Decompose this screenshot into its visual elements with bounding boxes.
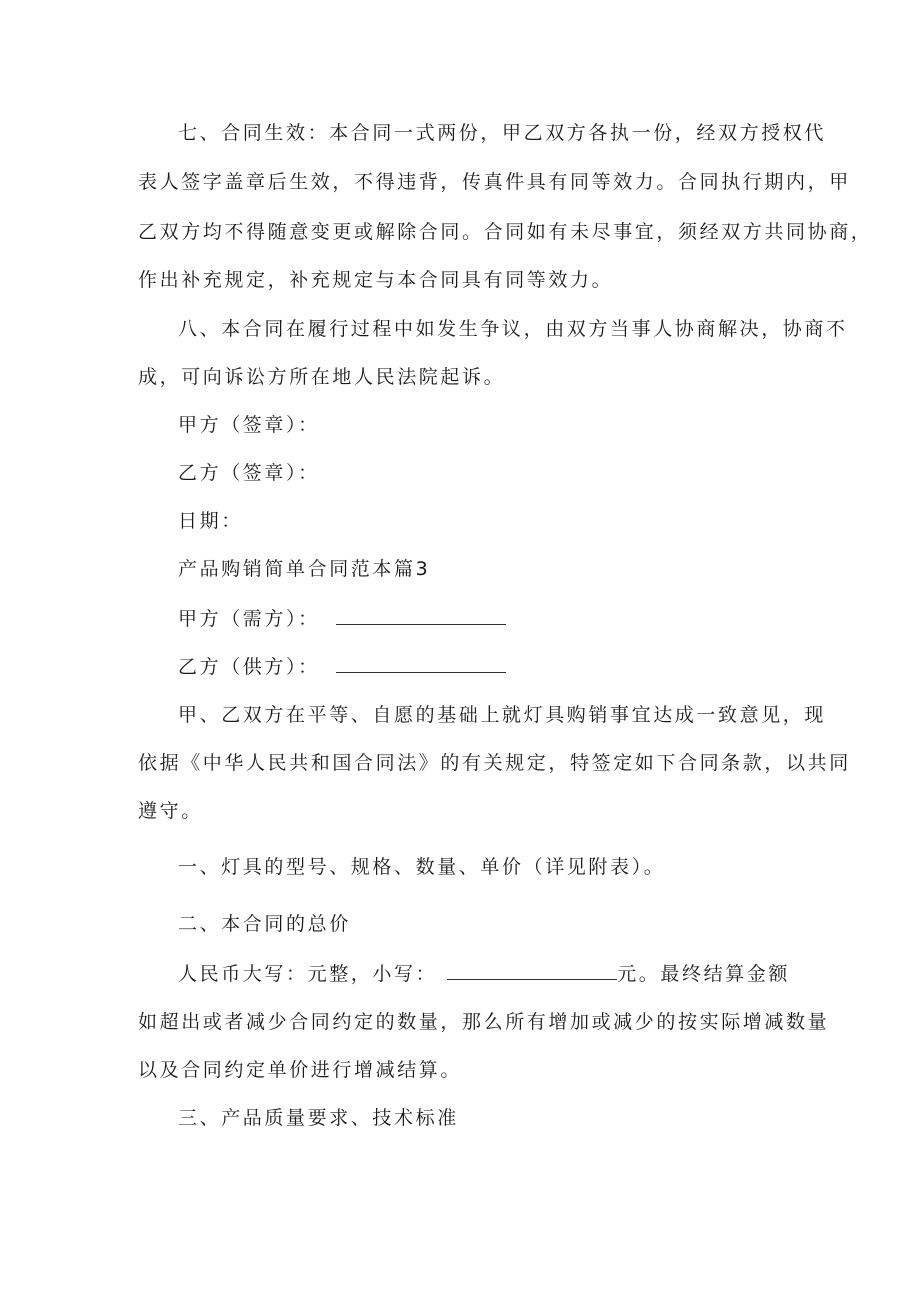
section-title: 产品购销简单合同范本篇3	[178, 558, 431, 580]
party-b-supply-label: 乙方（供方）：	[178, 656, 320, 678]
date-label: 日期：	[178, 510, 243, 532]
settlement-line-2: 如超出或者减少合同约定的数量，那么所有增加或减少的按实际增减数量	[138, 1011, 830, 1033]
settlement-line-3: 以及合同约定单价进行增减结算。	[138, 1059, 463, 1081]
rmb-prefix: 人民币大写：元整，小写：	[178, 963, 438, 985]
rmb-blank	[447, 961, 617, 980]
party-a-signature-label: 甲方（签章）：	[178, 414, 320, 436]
intro-line-3: 遵守。	[138, 800, 203, 822]
rmb-amount-row	[178, 961, 790, 986]
paragraph-7-line-3: 乙双方均不得随意变更或解除合同。合同如有未尽事宜，须经双方共同协商，	[138, 221, 873, 243]
rmb-suffix: 元。最终结算金额	[617, 963, 791, 985]
paragraph-7-line-1: 七、合同生效：本合同一式两份，甲乙双方各执一份，经双方授权代	[178, 122, 827, 144]
paragraph-7-line-2: 表人签字盖章后生效，不得违背，传真件具有同等效力。合同执行期内，甲	[138, 171, 851, 193]
intro-line-2: 依据《中华人民共和国合同法》的有关规定，特签定如下合同条款，以共同	[138, 752, 851, 774]
paragraph-8-line-2: 成，可向诉讼方所在地人民法院起诉。	[138, 366, 506, 388]
party-a-blank	[336, 606, 506, 625]
party-a-demand-row	[178, 606, 506, 631]
clause-1: 一、灯具的型号、规格、数量、单价（详见附表）。	[178, 856, 666, 878]
intro-line-1: 甲、乙双方在平等、自愿的基础上就灯具购销事宜达成一致意见，现	[178, 704, 827, 726]
paragraph-8-line-1: 八、本合同在履行过程中如发生争议，由双方当事人协商解决，协商不	[178, 318, 848, 340]
clause-2: 二、本合同的总价	[178, 913, 351, 935]
party-b-supply-row	[178, 654, 506, 679]
party-a-demand-label: 甲方（需方）：	[178, 608, 320, 630]
clause-3: 三、产品质量要求、技术标准	[178, 1107, 459, 1129]
paragraph-7-line-4: 作出补充规定，补充规定与本合同具有同等效力。	[138, 269, 614, 291]
party-b-signature-label: 乙方（签章）：	[178, 462, 320, 484]
party-b-blank	[336, 654, 506, 673]
